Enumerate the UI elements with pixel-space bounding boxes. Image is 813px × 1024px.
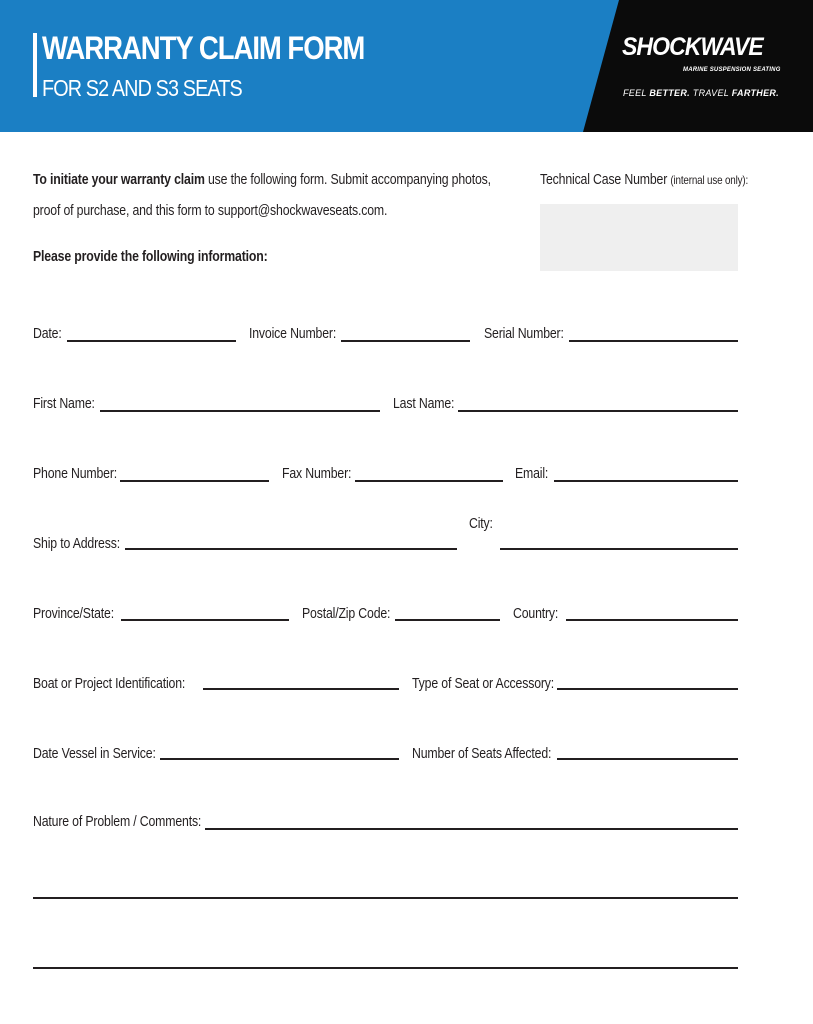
country-label: Country: xyxy=(513,605,559,622)
fax-number-label: Fax Number: xyxy=(282,465,352,482)
fax-number-field[interactable] xyxy=(355,480,503,482)
phone-number-field[interactable] xyxy=(120,480,269,482)
last-name-label: Last Name: xyxy=(393,395,455,412)
ship-to-address-label: Ship to Address: xyxy=(33,535,120,552)
logo-subtitle: MARINE SUSPENSION SEATING xyxy=(683,67,781,73)
seats-affected-label: Number of Seats Affected: xyxy=(412,745,552,762)
form-header xyxy=(0,0,781,132)
nature-of-problem-field[interactable] xyxy=(205,828,738,830)
phone-number-label: Phone Number: xyxy=(33,465,118,482)
boat-project-id-field[interactable] xyxy=(203,688,399,690)
shockwave-logo: SHOCKWAVE xyxy=(622,33,763,61)
tagline-part-3: TRAVEL xyxy=(689,88,732,98)
invoice-number-label: Invoice Number: xyxy=(249,325,337,342)
date-field[interactable] xyxy=(67,340,236,342)
technical-case-text: Technical Case Number xyxy=(540,171,671,188)
technical-case-field[interactable] xyxy=(540,204,738,271)
date-vessel-service-label: Date Vessel in Service: xyxy=(33,745,156,762)
date-label: Date: xyxy=(33,325,62,342)
form-title: WARRANTY CLAIM FORM xyxy=(42,30,365,66)
last-name-field[interactable] xyxy=(458,410,738,412)
province-state-label: Province/State: xyxy=(33,605,114,622)
email-field[interactable] xyxy=(554,480,738,482)
intro-line-2: proof of purchase, and this form to support@shockwaveseats.com. xyxy=(33,202,388,219)
seats-affected-field[interactable] xyxy=(557,758,738,760)
intro-rest: use the following form. Submit accompanying photos, xyxy=(204,171,491,188)
nature-of-problem-label: Nature of Problem / Comments: xyxy=(33,813,202,830)
invoice-number-field[interactable] xyxy=(341,340,470,342)
city-label: City: xyxy=(469,515,493,532)
province-state-field[interactable] xyxy=(121,619,289,621)
technical-case-label xyxy=(540,171,748,188)
first-name-field[interactable] xyxy=(100,410,380,412)
ship-to-address-field[interactable] xyxy=(125,548,457,550)
logo-tagline xyxy=(623,88,779,98)
seat-type-field[interactable] xyxy=(557,688,738,690)
email-label: Email: xyxy=(515,465,549,482)
boat-project-id-label: Boat or Project Identification: xyxy=(33,675,186,692)
city-field[interactable] xyxy=(500,548,738,550)
serial-number-label: Serial Number: xyxy=(484,325,564,342)
postal-zip-field[interactable] xyxy=(395,619,500,621)
first-name-label: First Name: xyxy=(33,395,95,412)
comments-line-2[interactable] xyxy=(33,897,738,899)
intro-lead: To initiate your warranty claim xyxy=(33,171,205,188)
tagline-part-1: FEEL xyxy=(623,88,650,98)
comments-line-3[interactable] xyxy=(33,967,738,969)
intro-line-1 xyxy=(33,171,491,188)
country-field[interactable] xyxy=(566,619,738,621)
tagline-part-2: BETTER. xyxy=(649,88,690,98)
form-subtitle: FOR S2 AND S3 SEATS xyxy=(42,75,242,101)
serial-number-field[interactable] xyxy=(569,340,738,342)
title-accent-bar xyxy=(33,33,37,97)
seat-type-label: Type of Seat or Accessory: xyxy=(412,675,555,692)
postal-zip-label: Postal/Zip Code: xyxy=(302,605,391,622)
instructions-heading: Please provide the following information: xyxy=(33,248,268,265)
logo-panel xyxy=(583,0,813,132)
internal-use-note: (internal use only): xyxy=(670,173,749,187)
date-vessel-service-field[interactable] xyxy=(160,758,399,760)
tagline-part-4: FARTHER. xyxy=(731,88,779,98)
